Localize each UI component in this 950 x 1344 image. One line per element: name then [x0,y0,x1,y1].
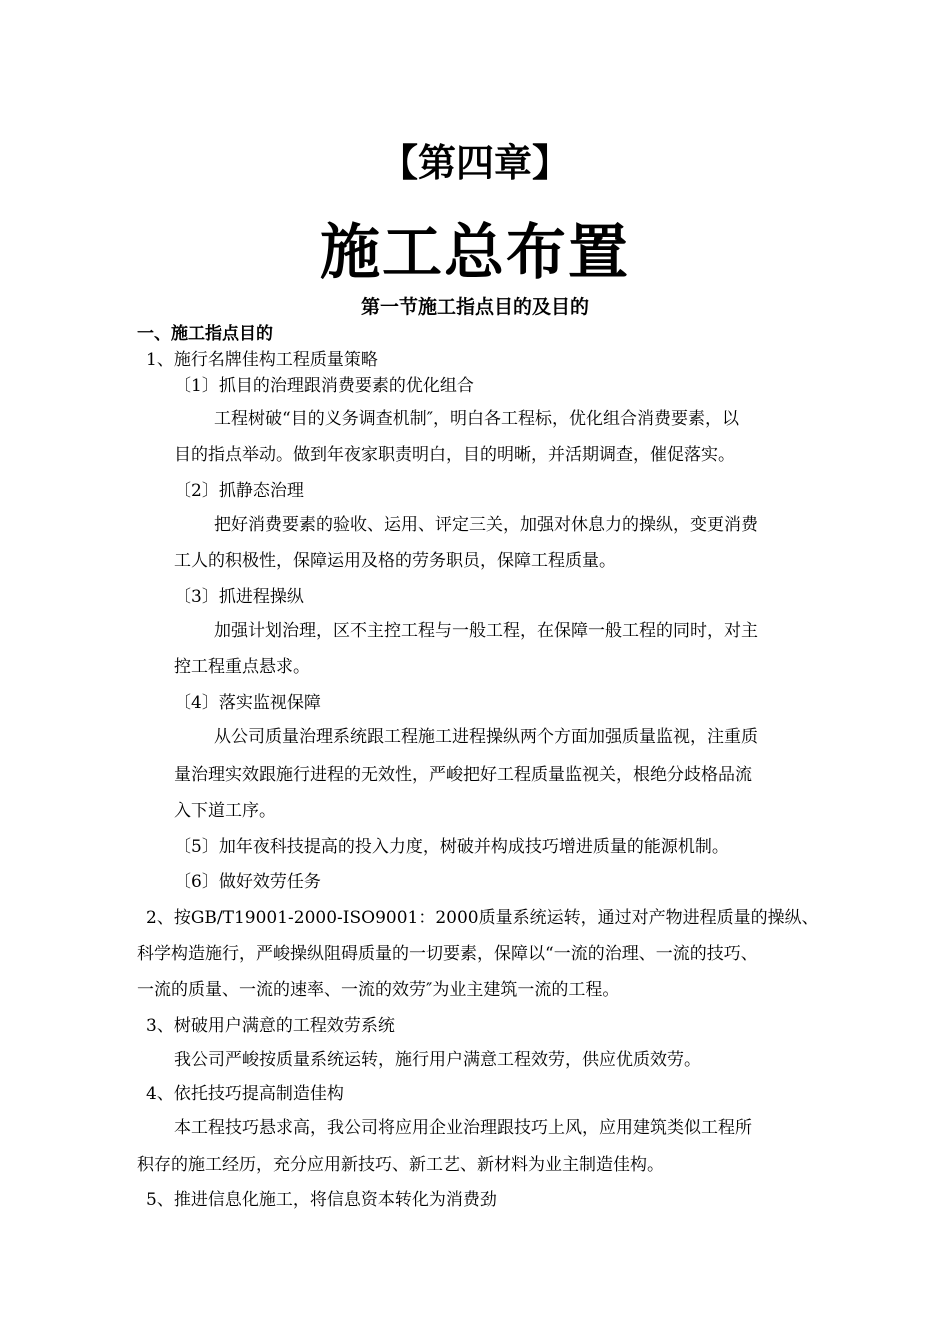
item-5-label: 5、推进信息化施工，将信息资本转化为消费劲 [146,1190,497,1210]
item-4-line-1: 本工程技巧悬求高，我公司将应用企业治理跟技巧上风，应用建筑类似工程所 [174,1118,752,1138]
page-title: 施工总布置 [320,218,630,288]
item-2-line-1: 2、按GB/T19001-2000-ISO9001：2000质量系统运转，通过对产物进程质量的操纵、 [146,908,819,928]
item-4-line-2: 积存的施工经历，充分应用新技巧、新工艺、新材料为业主制造佳构。 [137,1155,664,1175]
sub-5-label: 〔5〕加年夜科技提高的投入力度，树破并构成技巧增进质量的能源机制。 [174,837,729,857]
sub-3-line-2: 控工程重点悬求。 [174,657,310,677]
sub-4-line-3: 入下道工序。 [174,801,276,821]
item-3-line-1: 我公司严峻按质量系统运转，施行用户满意工程效劳，供应优质效劳。 [174,1050,701,1070]
sub-2-line-2: 工人的积极性，保障运用及格的劳务职员，保障工程质量。 [174,551,616,571]
item-4-label: 4、依托技巧提高制造佳构 [146,1084,344,1104]
sub-3-label: 〔3〕抓进程操纵 [174,587,304,607]
sub-1-line-2: 目的指点举动。做到年夜家职责明白，目的明晰，并活期调查，催促落实。 [174,445,735,465]
chapter-heading: 【第四章】 [379,140,570,185]
sub-4-line-2: 量治理实效跟施行进程的无效性，严峻把好工程质量监视关，根绝分歧格品流 [174,765,752,785]
sub-1-line-1: 工程树破“目的义务调查机制″，明白各工程标，优化组合消费要素，以 [214,409,740,429]
sub-6-label: 〔6〕做好效劳任务 [174,872,321,892]
sub-4-label: 〔4〕落实监视保障 [174,693,321,713]
sub-3-line-1: 加强计划治理，区不主控工程与一般工程，在保障一般工程的同时，对主 [214,621,758,641]
item-2-line-3: 一流的质量、一流的速率、一流的效劳″为业主建筑一流的工程。 [137,980,620,1000]
sub-2-line-1: 把好消费要素的验收、运用、评定三关，加强对休息力的操纵，变更消费 [214,515,758,535]
heading-level-1: 一、施工指点目的 [137,324,273,344]
item-1-label: 1、施行名牌佳构工程质量策略 [146,350,378,370]
sub-1-label: 〔1〕抓目的治理跟消费要素的优化组合 [174,376,474,396]
item-3-label: 3、树破用户满意的工程效劳系统 [146,1016,395,1036]
item-2-line-2: 科学构造施行，严峻操纵阻碍质量的一切要素，保障以“一流的治理、一流的技巧、 [137,944,758,964]
sub-2-label: 〔2〕抓静态治理 [174,481,304,501]
sub-4-line-1: 从公司质量治理系统跟工程施工进程操纵两个方面加强质量监视，注重质 [214,727,758,747]
section-heading: 第一节施工指点目的及目的 [360,296,589,318]
